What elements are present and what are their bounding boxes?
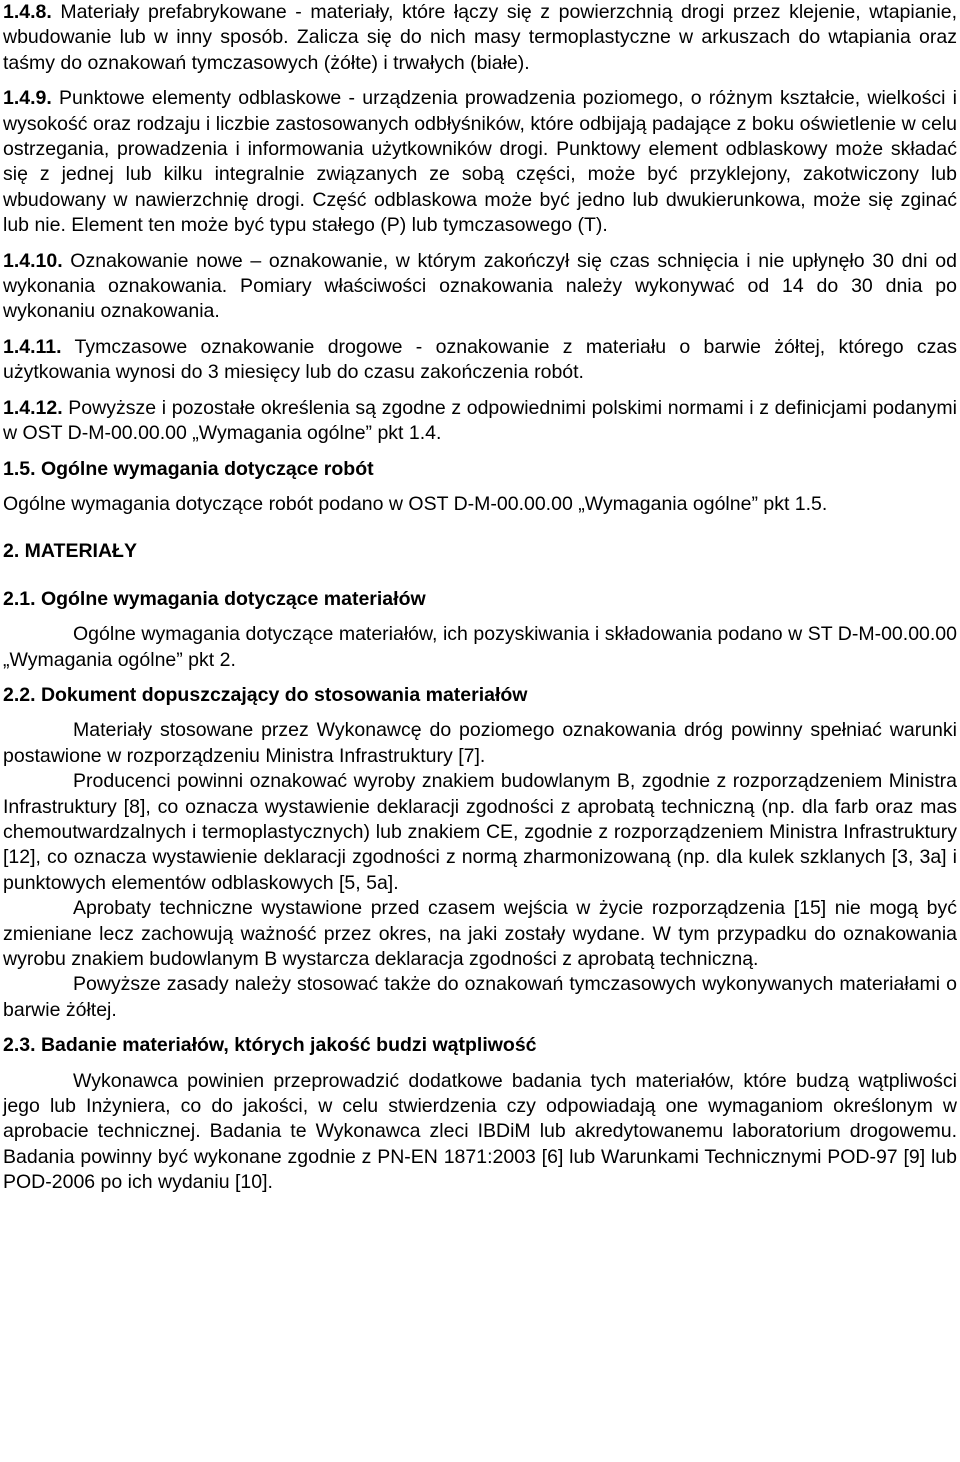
section-body-2-1: Ogólne wymagania dotyczące materiałów, ich pozyskiwania i składowania podano w ST D-M-00.00.00 „Wymagania ogólne” pkt 2. [3,623,957,671]
paragraph-number: 1.4.9. [3,87,52,110]
section-body-2-2-c: Aprobaty techniczne wystawione przed czasem wejścia w życie rozporządzenia [15] nie mogą być zmieniane lecz zachowują ważność przez okres, na jaki zostały wydane. W tym przypadku do oznakowania wyrobu znakiem budowlanym B wystarcza deklaracja zgodności z aprobatą techniczną. [3,897,957,970]
paragraph-1-4-8 [3,0,957,76]
section-heading-2-3: 2.3. Badanie materiałów, których jakość budzi wątpliwość [3,1034,537,1057]
paragraph-number: 1.4.11. [3,335,62,358]
paragraph-number: 1.4.12. [3,396,63,419]
paragraph-1-4-12 [3,396,957,447]
paragraph-text: Powyższe i pozostałe określenia są zgodne z odpowiednimi polskimi normami i z definicjami podanymi w OST D-M-00.00.00 „Wymagania ogólne” pkt 1.4. [3,396,957,445]
section-heading-1-5: 1.5. Ogólne wymagania dotyczące robót [3,457,374,480]
paragraph-number: 1.4.8. [3,1,52,23]
section-heading-2-1: 2.1. Ogólne wymagania dotyczące materiałów [3,587,426,610]
section-body-2-3: Wykonawca powinien przeprowadzić dodatkowe badania tych materiałów, które budzą wątpliwości jego lub Inżyniera, co do jakości, w celu stwierdzenia czy odpowiadają one wymaganiom określonym w aprobacie technicznej. Badania te Wykonawca zleci IBDiM lub akredytowanemu laboratorium drogowemu. Badania powinny być wykonane zgodnie z PN-EN 1871:2003 [6] lub Warunkami Technicznymi POD-97 [9] lub POD-2006 po ich wydaniu [10]. [3,1069,957,1194]
section-heading-2-2: 2.2. Dokument dopuszczający do stosowania materiałów [3,683,528,706]
paragraph-1-4-9 [3,86,957,238]
paragraph-text: Tymczasowe oznakowanie drogowe - oznakowanie z materiału o barwie żółtej, którego czas użytkowania wynosi do 3 miesięcy lub do czasu zakończenia robót. [3,335,957,384]
paragraph-text: Oznakowanie nowe – oznakowanie, w którym zakończył się czas schnięcia i nie upłynęło 30 dni od wykonania oznakowania. Pomiary właściwości oznakowania należy wykonywać od 14 do 30 dnia po wykonaniu oznakowania. [3,249,957,323]
section-body-2-2-d: Powyższe zasady należy stosować także do oznakowań tymczasowych wykonywanych materiałami o barwie żółtej. [3,973,957,1021]
paragraph-number: 1.4.10. [3,249,63,272]
section-body-1-5: Ogólne wymagania dotyczące robót podano w OST D-M-00.00.00 „Wymagania ogólne” pkt 1.5. [3,492,828,515]
paragraph-text: Materiały prefabrykowane - materiały, które łączy się z powierzchnią drogi przez klejenie, wtapianie, wbudowanie lub w inny sposób. Zalicza się do nich masy termoplastyczne w arkuszach do wtapiania oraz taśmy do oznakowań tymczasowych (żółte) i trwałych (białe). [3,1,957,74]
paragraph-text: Punktowe elementy odblaskowe - urządzenia prowadzenia poziomego, o różnym kształcie, wielkości i wysokość oraz rodzaju i liczbie zastosowanych odbłyśników, które odbijają padające z boku oświetlenie w celu ostrzegania, prowadzenia i informowania użytkowników drogi. Punktowy element odblaskowy może składać się z jednej lub kilku integralnie związanych ze sobą części, może być przyklejony, zakotwiczony lub wbudowany w nawierzchnię drogi. Część odblaskowa może być jedno lub dwukierunkowa, może się zginać lub nie. Element ten może być typu stałego (P) lub tymczasowego (T). [3,87,957,237]
section-body-2-2-a: Materiały stosowane przez Wykonawcę do poziomego oznakowania dróg powinny spełniać warunki postawione w rozporządzeniu Ministra Infrastruktury [7]. [3,719,957,767]
section-heading-2: 2. MATERIAŁY [3,540,137,563]
paragraph-1-4-11 [3,335,957,386]
section-body-2-2-b: Producenci powinni oznakować wyroby znakiem budowlanym B, zgodnie z rozporządzeniem Ministra Infrastruktury [8], co oznacza wystawienie deklaracji zgodności z aprobatą techniczną (np. dla farb oraz mas chemoutwardzalnych i termoplastycznych) lub znakiem CE, zgodnie z rozporządzeniem Ministra Infrastruktury [12], co oznacza wystawienie deklaracji zgodności z normą zharmonizowaną (np. dla kulek szklanych [3, 3a] i punktowych elementów odblaskowych [5, 5a]. [3,770,957,894]
paragraph-1-4-10 [3,249,957,325]
